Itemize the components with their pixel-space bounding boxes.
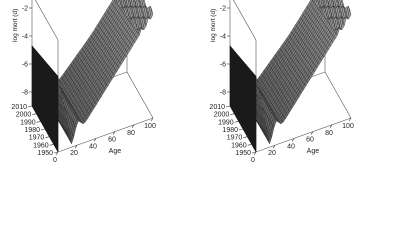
- age-tick-label: 80: [325, 129, 333, 137]
- year-tick-mark: [45, 137, 49, 138]
- axis-box-edge: [230, 0, 256, 40]
- year-tick-label: 2010: [11, 104, 27, 111]
- age-tick-label: 20: [268, 150, 276, 158]
- age-tick-label: 40: [287, 143, 295, 151]
- axis-box-edge: [32, 0, 58, 40]
- year-tick-mark: [235, 121, 239, 122]
- age-axis-label: Age: [306, 147, 320, 155]
- year-tick-label: 1960: [231, 142, 247, 150]
- z-tick-label: -4: [219, 33, 226, 41]
- z-tick-label: -4: [21, 33, 28, 41]
- year-tick-label: 1990: [20, 119, 36, 127]
- year-tick-label: 1950: [235, 150, 251, 157]
- age-tick-label: 20: [70, 150, 78, 158]
- year-tick-label: 1950: [37, 150, 53, 157]
- z-tick-label: -2: [21, 5, 28, 13]
- year-tick-mark: [226, 106, 230, 107]
- surface-plot-left: [0, 0, 197, 170]
- year-tick-label: 2000: [213, 111, 230, 119]
- year-tick-label: 2010: [209, 104, 225, 111]
- z-axis-label: log mort (d): [210, 8, 217, 42]
- year-tick-label: 1980: [24, 127, 40, 134]
- axis-box-edge: [127, 72, 153, 118]
- z-tick-label: -6: [21, 61, 28, 69]
- z-tick-label: -8: [219, 89, 226, 97]
- z-tick-label: -2: [219, 5, 226, 13]
- year-tick-label: 1980: [222, 127, 238, 134]
- age-tick-label: 0: [53, 157, 57, 164]
- age-tick-label: 60: [108, 136, 116, 144]
- year-tick-mark: [50, 144, 54, 145]
- year-tick-label: 1960: [33, 142, 49, 150]
- year-tick-mark: [239, 129, 243, 130]
- year-tick-label: 2000: [15, 111, 32, 119]
- age-axis-label: Age: [108, 147, 122, 155]
- age-tick-label: 100: [342, 123, 354, 130]
- age-tick-label: 80: [127, 129, 135, 137]
- surface-plot-right: [198, 0, 395, 170]
- year-tick-mark: [28, 106, 32, 107]
- year-tick-label: 1970: [28, 134, 45, 142]
- year-tick-mark: [230, 114, 234, 115]
- year-tick-mark: [41, 129, 45, 130]
- year-tick-label: 1990: [218, 119, 234, 127]
- z-axis-label: log mort (d): [12, 8, 19, 42]
- z-tick-label: -8: [21, 89, 28, 97]
- age-tick-label: 40: [89, 143, 97, 151]
- surface-plot-svg: [0, 0, 197, 170]
- year-tick-mark: [248, 144, 252, 145]
- age-tick-label: 100: [144, 123, 156, 130]
- year-tick-mark: [243, 137, 247, 138]
- year-tick-mark: [32, 114, 36, 115]
- age-tick-label: 60: [306, 136, 314, 144]
- z-tick-label: -6: [219, 61, 226, 69]
- surface-plot-svg: [198, 0, 395, 170]
- year-tick-mark: [37, 121, 41, 122]
- axis-box-edge: [325, 72, 351, 118]
- age-tick-label: 0: [251, 157, 255, 164]
- year-tick-label: 1970: [226, 134, 243, 142]
